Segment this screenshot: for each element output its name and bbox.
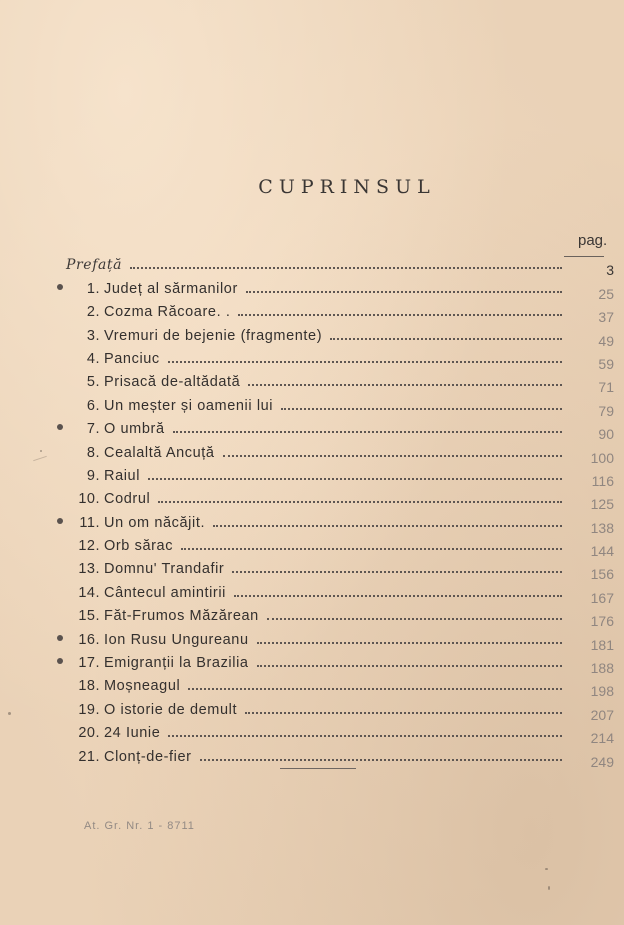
toc-entry-number: 12. [78,538,100,555]
dot-leader [130,267,562,269]
dot-leader [267,618,562,620]
toc-entry-page: 207 [590,706,614,723]
toc-entry [66,250,618,279]
page-title: CUPRINSUL [258,176,436,198]
pencil-mark-icon [57,635,63,641]
toc-entry [66,554,618,583]
toc-entry-title: Ion Rusu Ungureanu [104,631,249,648]
toc-entry-page: 3 [606,262,614,279]
toc-entry-page: 116 [591,472,614,489]
toc-entry [66,437,618,466]
toc-entry [66,320,618,349]
dot-leader [173,431,562,433]
dot-leader [158,501,562,503]
toc-entry [66,344,618,372]
toc-entry-page: 59 [598,355,614,372]
toc-entry-number: 1. [86,280,100,297]
pencil-mark-icon [57,284,63,290]
toc-entry-number: 7. [86,421,100,438]
separator-line [280,768,356,769]
printer-imprint: At. Gr. Nr. 1 - 8711 [84,820,195,832]
toc-entry-page: 198 [590,683,614,700]
dot-leader [245,712,562,714]
toc-entry-number: 14. [78,584,100,601]
toc-entry-page: 144 [590,543,614,560]
toc-entry [66,624,618,653]
dot-leader [246,291,562,293]
toc-entry-title: Vremuri de bejenie (fragmente) [104,327,323,344]
toc-entry-title: O istorie de demult [104,701,238,718]
toc-entry-title: Emigranții la Brazilia [104,655,249,672]
toc-entry-title: Cântecul amintirii [104,584,227,601]
toc-entry-number: 3. [86,327,100,344]
toc-entry-number: 4. [86,350,100,367]
toc-entry-title: Moșneagul [104,678,181,695]
toc-entry [66,273,618,302]
toc-entry-title: Codrul [104,491,151,508]
toc-entry-page: 90 [598,426,614,443]
toc-entry [66,531,618,560]
toc-entry [66,367,618,396]
toc-entry-page: 138 [590,519,614,536]
page-column-label: pag. [578,232,608,249]
toc-entry [66,694,618,723]
toc-entry-number: 6. [86,397,100,414]
paper-scratch [33,456,47,461]
toc-entry-page: 214 [590,730,614,747]
toc-entry [66,741,618,770]
toc-entry-title: Județ al sărmanilor [104,280,238,297]
toc-entry-number: 11. [79,514,100,531]
toc-entry [66,484,618,513]
pencil-mark-icon [57,658,63,664]
dot-leader [238,314,562,316]
dot-leader [223,455,562,457]
toc-entry [66,507,618,536]
toc-entry [66,461,618,489]
toc-entry-page: 71 [598,379,614,396]
toc-entry-title: Domnu' Trandafir [104,561,225,578]
toc-entry-title: Un om năcăjit. [104,514,206,531]
toc-entry [66,297,618,326]
toc-entry-title: O umbră [104,421,165,438]
toc-entry-number: 8. [86,444,100,461]
dot-leader [330,338,562,340]
toc-entry-title: Cealaltă Ancuță [104,444,215,461]
toc-entry [66,718,618,747]
toc-entry-page: 100 [590,449,614,466]
dot-leader [148,478,562,480]
paper-speck [8,712,11,715]
dot-leader [168,735,562,737]
toc-entry-title: Panciuc [104,350,160,367]
toc-entry-number: 15. [78,608,100,625]
dot-leader [281,408,562,410]
toc-entry-title: Cozma Răcoare. . [104,304,231,321]
toc-entry-page: 249 [590,753,614,770]
paper-speck [545,868,548,870]
toc-entry-number: 9. [86,467,100,484]
toc-entry-title: Prefață [66,257,123,274]
toc-entry-title: Făt-Frumos Măzărean [104,608,259,625]
toc-entry-title: Raiul [104,467,141,484]
dot-leader [257,665,562,667]
toc-entry [66,648,618,677]
toc-entry-page: 79 [598,402,614,419]
dot-leader [257,642,562,644]
toc-entry-title: Prisacă de-altădată [104,374,241,391]
dot-leader [232,571,562,573]
toc-entry-number: 20. [78,725,100,742]
dot-leader [234,595,562,597]
toc-entry-page: 156 [590,566,614,583]
toc-entry-page: 25 [598,285,614,302]
dot-leader [248,384,562,386]
toc-entry-page: 188 [590,660,614,677]
toc-entry-title: 24 Iunie [104,725,161,742]
toc-entry-number: 13. [78,561,100,578]
toc-entry [66,671,618,700]
toc-entry [66,577,618,606]
paper-speck [548,886,550,890]
toc-entry-title: Orb sărac [104,538,174,555]
dot-leader [200,759,562,761]
toc-entry [66,601,618,630]
toc-entry-page: 181 [590,636,614,653]
toc-entry-number: 17. [78,655,100,672]
toc-entry-number: 5. [86,374,100,391]
pencil-mark-icon [57,518,63,524]
toc-entry-number: 16. [78,631,100,648]
toc-entry-page: 167 [590,589,614,606]
toc-entry [66,390,618,419]
dot-leader [188,688,562,690]
pencil-mark-icon [57,424,63,430]
toc-entry-number: 19. [78,701,100,718]
paper-speck [40,450,42,452]
table-of-contents [66,250,618,770]
toc-entry-number: 21. [78,748,100,765]
toc-entry-title: Clonț-de-fier [104,748,192,765]
toc-entry-number: 18. [78,678,100,695]
toc-entry-page: 176 [590,613,614,630]
dot-leader [168,361,562,363]
toc-entry-title: Un meșter și oamenii lui [104,397,274,414]
toc-entry-page: 49 [598,332,614,349]
toc-entry-page: 125 [590,496,614,513]
dot-leader [181,548,562,550]
dot-leader [213,525,562,527]
toc-entry-number: 10. [78,491,100,508]
toc-entry [66,414,618,443]
toc-entry-page: 37 [598,309,614,326]
toc-entry-number: 2. [86,304,100,321]
